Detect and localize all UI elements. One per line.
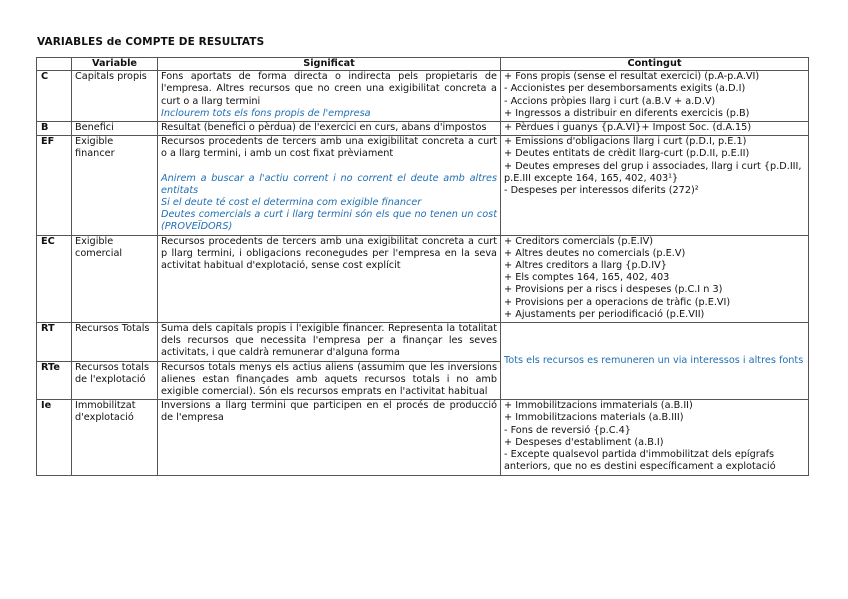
row-variable: Recursos totals de l'explotació [72,361,158,400]
significat-note: Deutes comercials a curt i llarg termini són els que no tenen un cost (PROVEÏDORS) [161,209,497,233]
contingut-item: + Pèrdues i guanys {p.A.VI}+ Impost Soc. (d.A.15) [504,122,752,134]
contingut-item: + Immobilitzacions immaterials (a.B.II) [504,400,693,412]
row-significat: Suma dels capitals propis i l'exigible financer. Representa la totalitat dels recursos que necessita l'empresa per a finançar les seves activitats, i que caldrà remunerar d'alguna forma [158,323,501,362]
contingut-item: + Deutes entitats de crèdit llarg-curt (p.D.II, p.E.II) [504,148,750,160]
contingut-item: + Provisions per a operacions de tràfic (p.E.VI) [504,296,731,308]
contingut-shared-text: Tots els recursos es remuneren un via interessos i altres fonts [504,354,804,366]
contingut-item: + Provisions per a riscs i despeses (p.C.I n 3) [504,284,723,296]
row-variable: Immobilitzat d'explotació [72,400,158,475]
significat-text: Recursos procedents de tercers amb una exigibilitat concreta a curt o a llarg termini, i amb un cost fixat prèviament [161,136,497,160]
significat-note: Si el deute té cost el determina com exigible financer [161,197,422,209]
variables-table [36,57,809,476]
table-row [37,235,809,322]
table-row [37,400,809,475]
row-variable: Capitals propis [72,71,158,122]
header-row [37,58,809,71]
table-row [37,323,809,362]
row-contingut [501,400,809,475]
row-significat: Recursos procedents de tercers amb una exigibilitat concreta a curt p llarg termini, i obligacions reconegudes per l'empresa en la seva activitat habitual d'explotació, sense cost explícit [158,235,501,322]
row-significat: Resultat (benefici o pèrdua) de l'exercici en curs, abans d'impostos [158,122,501,136]
row-variable: Exigible financer [72,136,158,235]
row-significat [158,71,501,122]
row-contingut-shared [501,323,809,400]
row-contingut [501,235,809,322]
table-row [37,122,809,136]
contingut-item: - Accions pròpies llarg i curt (a.B.V + a.D.V) [504,95,716,107]
header-code [37,58,72,71]
significat-note: Anirem a buscar a l'actiu corrent i no corrent el deute amb altres entitats [161,172,497,196]
contingut-item: + Altres creditors a llarg {p.D.IV} [504,260,667,272]
row-significat [158,136,501,235]
row-code: B [37,122,72,136]
row-variable: Exigible comercial [72,235,158,322]
contingut-item: + Altres deutes no comercials (p.E.V) [504,247,686,259]
contingut-item: - Despeses per interessos diferits (272)² [504,185,699,197]
contingut-item: + Fons propis (sense el resultat exercici) (p.A-p.A.VI) [504,71,760,83]
row-code: EC [37,235,72,322]
page-title: VARIABLES de COMPTE DE RESULTATS [37,36,265,48]
contingut-item: + Emissions d'obligacions llarg i curt (p.D.I, p.E.1) [504,136,747,148]
row-code: RT [37,323,72,362]
contingut-item: + Ajustaments per periodificació (p.E.VII) [504,308,705,320]
row-significat: Recursos totals menys els actius aliens (assumim que les inversions alienes estan finançades amb aquets recursos totals i no amb exigible comercial). Són els recursos emprats en l'activitat habitual [158,361,501,400]
contingut-item: + Ingressos a distribuir en diferents exercicis (p.B) [504,107,750,119]
header-variable: Variable [72,58,158,71]
contingut-item: + Immobilitzacions materials (a.B.III) [504,412,684,424]
contingut-item: + Els comptes 164, 165, 402, 403 [504,272,670,284]
row-contingut [501,136,809,235]
row-contingut [501,122,809,136]
significat-note: Inclourem tots els fons propis de l'empresa [161,107,371,119]
contingut-item: + Despeses d'establiment (a.B.I) [504,436,664,448]
table-row [37,71,809,122]
row-code: C [37,71,72,122]
contingut-item: + Creditors comercials (p.E.IV) [504,235,654,247]
row-code: EF [37,136,72,235]
row-code: RTe [37,361,72,400]
row-significat: Inversions a llarg termini que participen en el procés de producció de l'empresa [158,400,501,475]
significat-text: Fons aportats de forma directa o indirecta pels propietaris de l'empresa. Altres recursos que no creen una exigibilitat concreta a curt o a llarg termini [161,71,497,107]
contingut-item: - Accionistes per desemborsaments exigits (a.D.I) [504,83,746,95]
row-variable: Recursos Totals [72,323,158,362]
row-code: Ie [37,400,72,475]
row-contingut [501,71,809,122]
row-variable: Benefici [72,122,158,136]
header-significat: Significat [158,58,501,71]
table-row [37,136,809,235]
contingut-item: - Excepte qualsevol partida d'immobilitzat dels epígrafs anteriors, que no es destini específicament a explotació [504,449,776,473]
header-contingut: Contingut [501,58,809,71]
contingut-item: - Fons de reversió {p.C.4} [504,424,631,436]
contingut-item: + Deutes empreses del grup i associades, llarg i curt {p.D.III, p.E.III excepte 164, 165, 402, 403¹} [504,160,802,184]
